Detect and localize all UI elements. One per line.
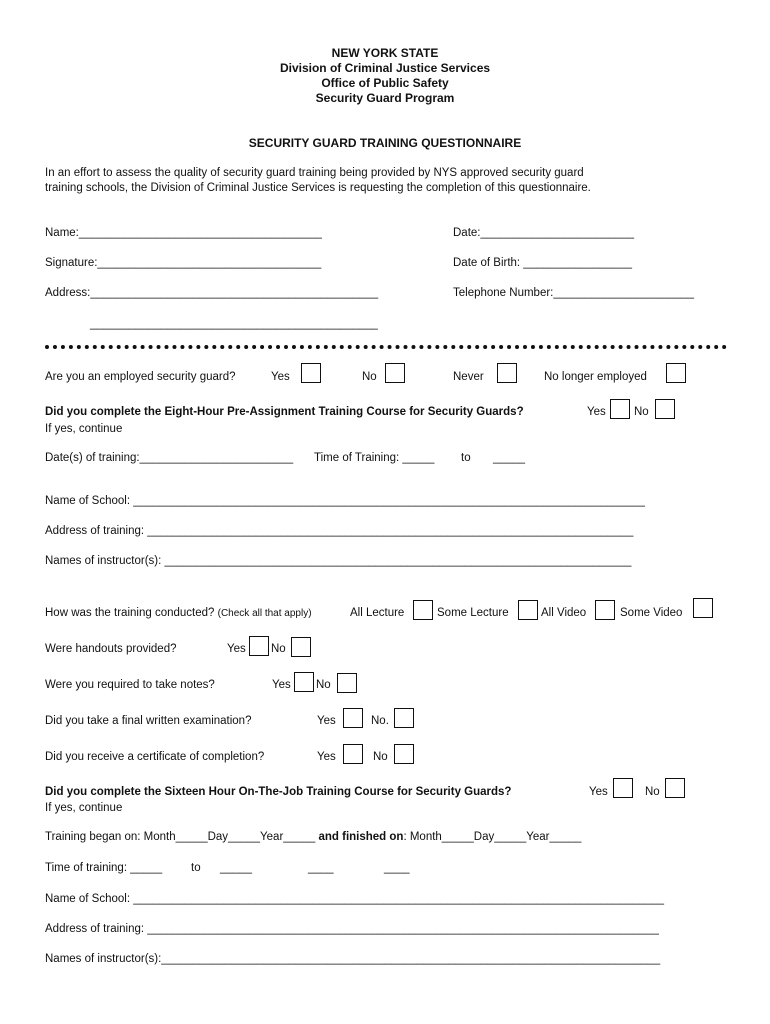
handouts-question: Were handouts provided?: [45, 643, 177, 655]
finished-on-text: : Month_____Day_____Year_____: [403, 831, 582, 843]
sixteen-hour-address-field[interactable]: Address of training: ________________________________________________________________________________: [45, 923, 659, 935]
sixteen-hour-time-to: to: [191, 862, 201, 874]
sixteen-hour-school-field[interactable]: Name of School: ___________________________________________________________________________________: [45, 893, 665, 905]
name-field[interactable]: Name:______________________________________: [45, 227, 322, 239]
sixteen-hour-question: Did you complete the Sixteen Hour On-The-Job Training Course for Security Guards?: [45, 786, 512, 798]
eight-hour-yes-label: Yes: [587, 406, 606, 418]
some-video-label: Some Video: [620, 607, 683, 619]
certificate-yes-label: Yes: [317, 751, 336, 763]
sixteen-hour-time-end-field[interactable]: _____: [220, 862, 252, 874]
eight-hour-instructors-field[interactable]: Names of instructor(s): _________________________________________________________________________: [45, 555, 632, 567]
signature-field[interactable]: Signature:___________________________________: [45, 257, 322, 269]
employed-never-checkbox[interactable]: [497, 363, 517, 383]
handouts-yes-label: Yes: [227, 643, 246, 655]
sixteen-hour-yes-checkbox[interactable]: [613, 778, 633, 798]
employed-question: Are you an employed security guard?: [45, 371, 236, 383]
certificate-no-label: No: [373, 751, 388, 763]
sixteen-hour-extra-blank-2[interactable]: ____: [384, 862, 410, 874]
employed-no-label: No: [362, 371, 377, 383]
exam-no-label: No.: [371, 715, 389, 727]
certificate-no-checkbox[interactable]: [394, 744, 414, 764]
header-office: Office of Public Safety: [321, 76, 449, 90]
finished-on-label: and finished on: [318, 831, 404, 843]
certificate-yes-checkbox[interactable]: [343, 744, 363, 764]
header-program: Security Guard Program: [315, 91, 455, 105]
eight-hour-yes-checkbox[interactable]: [610, 399, 630, 419]
notes-no-checkbox[interactable]: [337, 673, 357, 693]
handouts-no-label: No: [271, 643, 286, 655]
eight-hour-no-checkbox[interactable]: [655, 399, 675, 419]
all-video-label: All Video: [541, 607, 587, 619]
sixteen-hour-no-checkbox[interactable]: [665, 778, 685, 798]
exam-question: Did you take a final written examination?: [45, 715, 252, 727]
all-lecture-label: All Lecture: [350, 607, 405, 619]
training-began-text: Training began on: Month_____Day_____Year_____: [45, 831, 316, 843]
exam-yes-checkbox[interactable]: [343, 708, 363, 728]
date-of-birth-field[interactable]: Date of Birth: _________________: [453, 257, 633, 269]
some-lecture-label: Some Lecture: [437, 607, 509, 619]
intro-line-1: In an effort to assess the quality of security guard training being provided by NYS approved security guard: [45, 167, 584, 179]
some-video-checkbox[interactable]: [693, 598, 713, 618]
date-field[interactable]: Date:________________________: [453, 227, 634, 239]
sixteen-hour-time-field[interactable]: Time of training: _____: [45, 862, 163, 874]
eight-hour-address-field[interactable]: Address of training: ____________________________________________________________________________: [45, 525, 634, 537]
exam-yes-label: Yes: [317, 715, 336, 727]
notes-yes-label: Yes: [272, 679, 291, 691]
sixteen-hour-yes-label: Yes: [589, 786, 608, 798]
eight-hour-dates-field[interactable]: Date(s) of training:________________________: [45, 452, 294, 464]
some-lecture-checkbox[interactable]: [518, 600, 538, 620]
address-field[interactable]: Address:_____________________________________________: [45, 287, 379, 299]
all-lecture-checkbox[interactable]: [413, 600, 433, 620]
all-video-checkbox[interactable]: [595, 600, 615, 620]
form-title: SECURITY GUARD TRAINING QUESTIONNAIRE: [248, 136, 522, 150]
certificate-question: Did you receive a certificate of completion?: [45, 751, 265, 763]
conduct-question-text: How was the training conducted?: [45, 607, 215, 619]
telephone-field[interactable]: Telephone Number:______________________: [453, 287, 695, 299]
sixteen-hour-dates-field[interactable]: [45, 830, 581, 844]
intro-line-2: training schools, the Division of Criminal Justice Services is requesting the completion of this questionnaire.: [45, 182, 591, 194]
employed-no-checkbox[interactable]: [385, 363, 405, 383]
exam-no-checkbox[interactable]: [394, 708, 414, 728]
header-state: NEW YORK STATE: [331, 46, 439, 60]
handouts-yes-checkbox[interactable]: [249, 636, 269, 656]
eight-hour-if-yes: If yes, continue: [45, 423, 123, 435]
eight-hour-time-to: to: [461, 452, 471, 464]
notes-question: Were you required to take notes?: [45, 679, 215, 691]
employed-no-longer-label: No longer employed: [544, 371, 647, 383]
eight-hour-time-end-field[interactable]: _____: [493, 452, 525, 464]
eight-hour-school-field[interactable]: Name of School: ________________________________________________________________________________: [45, 495, 645, 507]
handouts-no-checkbox[interactable]: [291, 637, 311, 657]
notes-yes-checkbox[interactable]: [294, 672, 314, 692]
employed-never-label: Never: [453, 371, 484, 383]
employed-yes-checkbox[interactable]: [301, 363, 321, 383]
employed-yes-label: Yes: [271, 371, 290, 383]
sixteen-hour-if-yes: If yes, continue: [45, 802, 123, 814]
sixteen-hour-no-label: No: [645, 786, 660, 798]
section-divider: [45, 345, 727, 349]
notes-no-label: No: [316, 679, 331, 691]
eight-hour-question: Did you complete the Eight-Hour Pre-Assignment Training Course for Security Guards?: [45, 406, 524, 418]
conduct-question: [45, 606, 312, 621]
conduct-check-all-note: (Check all that apply): [217, 608, 312, 619]
header-division: Division of Criminal Justice Services: [279, 61, 491, 75]
sixteen-hour-extra-blank-1[interactable]: ____: [308, 862, 334, 874]
eight-hour-no-label: No: [634, 406, 649, 418]
address-line-2-field[interactable]: _____________________________________________: [90, 318, 378, 330]
eight-hour-time-field[interactable]: Time of Training: _____: [314, 452, 435, 464]
sixteen-hour-instructors-field[interactable]: Names of instructor(s):______________________________________________________________________________: [45, 953, 661, 965]
employed-no-longer-checkbox[interactable]: [666, 363, 686, 383]
